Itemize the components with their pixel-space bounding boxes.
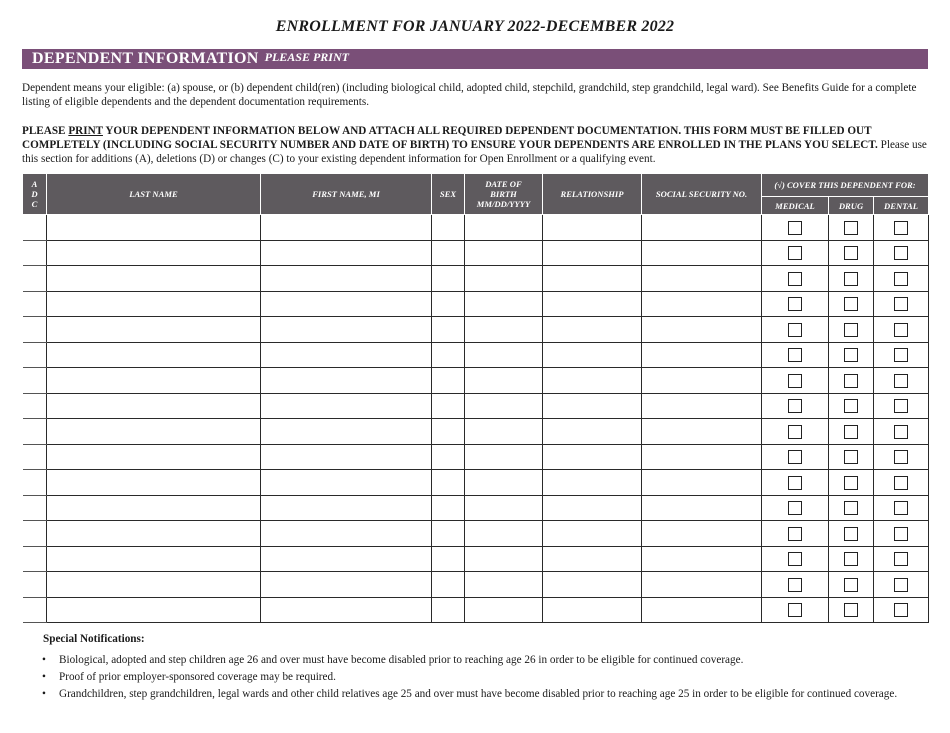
table-row [23, 291, 929, 317]
first-name-cell[interactable] [261, 572, 432, 598]
dob-cell[interactable] [465, 546, 543, 572]
drug-checkbox[interactable] [844, 221, 858, 235]
relationship-cell[interactable] [543, 342, 642, 368]
adc-cell[interactable] [23, 240, 47, 266]
adc-cell[interactable] [23, 317, 47, 343]
dependent-table [22, 173, 929, 623]
sex-cell[interactable] [432, 317, 465, 343]
dob-cell[interactable] [465, 240, 543, 266]
first-name-cell[interactable] [261, 317, 432, 343]
first-name-cell[interactable] [261, 521, 432, 547]
last-name-cell[interactable] [47, 444, 261, 470]
dental-checkbox[interactable] [894, 476, 908, 490]
medical-checkbox[interactable] [788, 246, 802, 260]
dental-checkbox[interactable] [894, 348, 908, 362]
adc-cell[interactable] [23, 266, 47, 292]
drug-cell [829, 495, 874, 521]
medical-cell [762, 444, 829, 470]
drug-checkbox[interactable] [844, 399, 858, 413]
drug-checkbox[interactable] [844, 374, 858, 388]
adc-cell[interactable] [23, 495, 47, 521]
drug-cell [829, 291, 874, 317]
adc-cell[interactable] [23, 597, 47, 623]
medical-checkbox[interactable] [788, 450, 802, 464]
dental-cell [874, 317, 929, 343]
first-name-cell[interactable] [261, 266, 432, 292]
medical-checkbox[interactable] [788, 578, 802, 592]
drug-checkbox[interactable] [844, 552, 858, 566]
relationship-cell[interactable] [543, 215, 642, 241]
ssn-header: SOCIAL SECURITY NO. [642, 174, 762, 215]
dob-cell[interactable] [465, 444, 543, 470]
dental-cell [874, 470, 929, 496]
drug-checkbox[interactable] [844, 323, 858, 337]
first-name-cell[interactable] [261, 215, 432, 241]
medical-checkbox[interactable] [788, 297, 802, 311]
instructions-part1: PLEASE [22, 125, 69, 137]
medical-checkbox[interactable] [788, 323, 802, 337]
dob-line1: DATE OF [485, 179, 522, 189]
dob-header [465, 174, 543, 215]
table-row [23, 470, 929, 496]
table-row [23, 393, 929, 419]
adc-cell[interactable] [23, 342, 47, 368]
dental-cell [874, 291, 929, 317]
adc-cell[interactable] [23, 521, 47, 547]
dental-cell [874, 546, 929, 572]
medical-checkbox[interactable] [788, 348, 802, 362]
ssn-cell[interactable] [642, 419, 762, 445]
dob-cell[interactable] [465, 368, 543, 394]
dob-cell[interactable] [465, 495, 543, 521]
last-name-cell[interactable] [47, 240, 261, 266]
drug-checkbox[interactable] [844, 450, 858, 464]
dob-cell[interactable] [465, 393, 543, 419]
dob-cell[interactable] [465, 419, 543, 445]
relationship-cell[interactable] [543, 393, 642, 419]
ssn-cell[interactable] [642, 215, 762, 241]
adc-cell[interactable] [23, 291, 47, 317]
relationship-cell[interactable] [543, 317, 642, 343]
medical-cell [762, 291, 829, 317]
section-subtitle: PLEASE PRINT [264, 50, 349, 64]
medical-checkbox[interactable] [788, 476, 802, 490]
first-name-cell[interactable] [261, 597, 432, 623]
dob-cell[interactable] [465, 317, 543, 343]
dependent-definition: Dependent means your eligible: (a) spouse, or (b) dependent child(ren) (including biological child, adopted child, stepchild, grandchild, step grandchild, legal ward). See Benefits Guide for a complete listing of eligible dependents and the dependent documentation requirements. [22, 82, 917, 108]
dob-cell[interactable] [465, 291, 543, 317]
table-row [23, 546, 929, 572]
drug-checkbox[interactable] [844, 246, 858, 260]
medical-checkbox[interactable] [788, 272, 802, 286]
last-name-cell[interactable] [47, 495, 261, 521]
sex-cell[interactable] [432, 240, 465, 266]
first-name-cell[interactable] [261, 240, 432, 266]
dependent-rows [23, 215, 929, 623]
adc-cell[interactable] [23, 419, 47, 445]
adc-cell[interactable] [23, 368, 47, 394]
relationship-cell[interactable] [543, 572, 642, 598]
sex-header: SEX [432, 174, 465, 215]
drug-cell [829, 215, 874, 241]
medical-cell [762, 572, 829, 598]
drug-checkbox[interactable] [844, 603, 858, 617]
dob-cell[interactable] [465, 470, 543, 496]
ssn-cell[interactable] [642, 291, 762, 317]
sex-cell[interactable] [432, 546, 465, 572]
dental-cell [874, 521, 929, 547]
ssn-cell[interactable] [642, 393, 762, 419]
ssn-cell[interactable] [642, 317, 762, 343]
medical-cell [762, 495, 829, 521]
instructions-part3: YOUR DEPENDENT INFORMATION BELOW AND ATTACH ALL REQUIRED DEPENDENT DOCUMENTATION. THIS FORM MUST BE FILLED OUT COMPLETELY (INCLUDING SOCIAL SECURITY NUMBER AND DATE OF BIRTH) TO ENSURE YOUR DEPENDENTS ARE ENROLLED IN THE PLANS YOU SELECT. [22, 125, 878, 151]
notification-item: • Grandchildren, step grandchildren, legal wards and other child relatives age 25 and over must have become disabled prior to reaching age 25 in order to be eligible for continued coverage. [59, 687, 928, 701]
table-row [23, 317, 929, 343]
medical-cell [762, 597, 829, 623]
dental-header: DENTAL [874, 197, 929, 215]
coverage-header: (√) COVER THIS DEPENDENT FOR: [762, 174, 929, 197]
sex-cell[interactable] [432, 521, 465, 547]
medical-checkbox[interactable] [788, 425, 802, 439]
instructions [22, 124, 928, 166]
ssn-cell[interactable] [642, 368, 762, 394]
dental-cell [874, 368, 929, 394]
table-row [23, 266, 929, 292]
drug-checkbox[interactable] [844, 425, 858, 439]
dental-cell [874, 572, 929, 598]
table-row [23, 240, 929, 266]
ssn-cell[interactable] [642, 546, 762, 572]
relationship-cell[interactable] [543, 240, 642, 266]
instructions-part4: Please use this section for additions (A), deletions (D) or changes (C) to your existing dependent information for Open Enrollment or a qualifying event. [22, 139, 927, 165]
notifications-heading: Special Notifications: [43, 633, 145, 645]
relationship-cell[interactable] [543, 495, 642, 521]
table-row [23, 444, 929, 470]
notifications-list [22, 653, 928, 701]
instructions-print: PRINT [68, 125, 103, 137]
first-name-cell[interactable] [261, 393, 432, 419]
sex-cell[interactable] [432, 291, 465, 317]
adc-cell[interactable] [23, 470, 47, 496]
table-row [23, 215, 929, 241]
adc-c-label: C [31, 199, 38, 209]
dental-cell [874, 266, 929, 292]
table-row [23, 495, 929, 521]
last-name-cell[interactable] [47, 266, 261, 292]
ssn-cell[interactable] [642, 444, 762, 470]
first-name-cell[interactable] [261, 342, 432, 368]
first-name-header: FIRST NAME, MI [261, 174, 432, 215]
dental-cell [874, 597, 929, 623]
drug-checkbox[interactable] [844, 348, 858, 362]
table-row [23, 368, 929, 394]
adc-cell[interactable] [23, 572, 47, 598]
relationship-cell[interactable] [543, 470, 642, 496]
last-name-cell[interactable] [47, 572, 261, 598]
sex-cell[interactable] [432, 393, 465, 419]
medical-cell [762, 368, 829, 394]
ssn-cell[interactable] [642, 470, 762, 496]
sex-cell[interactable] [432, 419, 465, 445]
medical-cell [762, 521, 829, 547]
first-name-cell[interactable] [261, 470, 432, 496]
table-row [23, 342, 929, 368]
drug-cell [829, 572, 874, 598]
medical-cell [762, 215, 829, 241]
relationship-cell[interactable] [543, 368, 642, 394]
ssn-cell[interactable] [642, 521, 762, 547]
notification-item: • Biological, adopted and step children age 26 and over must have become disabled prior to reaching age 26 in order to be eligible for continued coverage. [59, 653, 928, 667]
relationship-cell[interactable] [543, 291, 642, 317]
drug-cell [829, 521, 874, 547]
sex-cell[interactable] [432, 572, 465, 598]
table-row [23, 521, 929, 547]
first-name-cell[interactable] [261, 444, 432, 470]
sex-cell[interactable] [432, 266, 465, 292]
dob-cell[interactable] [465, 215, 543, 241]
sex-cell[interactable] [432, 368, 465, 394]
dental-checkbox[interactable] [894, 297, 908, 311]
dental-checkbox[interactable] [894, 578, 908, 592]
dental-cell [874, 495, 929, 521]
dental-checkbox[interactable] [894, 323, 908, 337]
medical-header: MEDICAL [762, 197, 829, 215]
dental-checkbox[interactable] [894, 246, 908, 260]
last-name-cell[interactable] [47, 317, 261, 343]
medical-cell [762, 546, 829, 572]
dental-cell [874, 393, 929, 419]
dental-checkbox[interactable] [894, 501, 908, 515]
sex-cell[interactable] [432, 444, 465, 470]
drug-checkbox[interactable] [844, 527, 858, 541]
section-banner [22, 49, 928, 69]
medical-checkbox[interactable] [788, 603, 802, 617]
drug-checkbox[interactable] [844, 476, 858, 490]
last-name-cell[interactable] [47, 419, 261, 445]
dental-cell [874, 444, 929, 470]
adc-header [23, 174, 47, 215]
medical-checkbox[interactable] [788, 399, 802, 413]
medical-cell [762, 342, 829, 368]
adc-cell[interactable] [23, 215, 47, 241]
last-name-cell[interactable] [47, 215, 261, 241]
drug-checkbox[interactable] [844, 297, 858, 311]
drug-cell [829, 368, 874, 394]
dental-checkbox[interactable] [894, 374, 908, 388]
first-name-cell[interactable] [261, 368, 432, 394]
last-name-cell[interactable] [47, 546, 261, 572]
relationship-cell[interactable] [543, 546, 642, 572]
sex-cell[interactable] [432, 470, 465, 496]
medical-cell [762, 240, 829, 266]
dental-cell [874, 419, 929, 445]
drug-cell [829, 597, 874, 623]
drug-cell [829, 419, 874, 445]
dental-cell [874, 215, 929, 241]
medical-checkbox[interactable] [788, 221, 802, 235]
medical-checkbox[interactable] [788, 374, 802, 388]
drug-checkbox[interactable] [844, 272, 858, 286]
drug-checkbox[interactable] [844, 501, 858, 515]
dob-line2: BIRTH [490, 189, 517, 199]
dental-checkbox[interactable] [894, 552, 908, 566]
drug-checkbox[interactable] [844, 578, 858, 592]
dental-checkbox[interactable] [894, 425, 908, 439]
first-name-cell[interactable] [261, 291, 432, 317]
ssn-cell[interactable] [642, 342, 762, 368]
dob-cell[interactable] [465, 266, 543, 292]
drug-cell [829, 393, 874, 419]
ssn-cell[interactable] [642, 495, 762, 521]
medical-cell [762, 266, 829, 292]
dob-line3: MM/DD/YYYY [476, 199, 531, 209]
drug-header: DRUG [829, 197, 874, 215]
relationship-cell[interactable] [543, 444, 642, 470]
special-notifications [22, 632, 928, 704]
medical-cell [762, 317, 829, 343]
section-title: DEPENDENT INFORMATION [32, 50, 259, 67]
dental-checkbox[interactable] [894, 221, 908, 235]
first-name-cell[interactable] [261, 419, 432, 445]
ssn-cell[interactable] [642, 597, 762, 623]
table-row [23, 419, 929, 445]
last-name-cell[interactable] [47, 393, 261, 419]
drug-cell [829, 240, 874, 266]
adc-a-label: A [31, 179, 38, 189]
adc-cell[interactable] [23, 546, 47, 572]
relationship-header: RELATIONSHIP [543, 174, 642, 215]
last-name-cell[interactable] [47, 521, 261, 547]
relationship-cell[interactable] [543, 419, 642, 445]
medical-cell [762, 393, 829, 419]
sex-cell[interactable] [432, 215, 465, 241]
drug-cell [829, 470, 874, 496]
sex-cell[interactable] [432, 597, 465, 623]
medical-checkbox[interactable] [788, 552, 802, 566]
dental-checkbox[interactable] [894, 272, 908, 286]
relationship-cell[interactable] [543, 521, 642, 547]
drug-cell [829, 342, 874, 368]
dental-checkbox[interactable] [894, 450, 908, 464]
drug-cell [829, 546, 874, 572]
medical-checkbox[interactable] [788, 501, 802, 515]
medical-cell [762, 470, 829, 496]
drug-cell [829, 444, 874, 470]
sex-cell[interactable] [432, 342, 465, 368]
last-name-cell[interactable] [47, 291, 261, 317]
drug-cell [829, 266, 874, 292]
ssn-cell[interactable] [642, 572, 762, 598]
dob-cell[interactable] [465, 342, 543, 368]
notification-item: • Proof of prior employer-sponsored coverage may be required. [59, 670, 928, 684]
dental-checkbox[interactable] [894, 399, 908, 413]
sex-cell[interactable] [432, 495, 465, 521]
ssn-cell[interactable] [642, 266, 762, 292]
dental-cell [874, 240, 929, 266]
adc-d-label: D [31, 189, 38, 199]
dob-cell[interactable] [465, 572, 543, 598]
medical-checkbox[interactable] [788, 527, 802, 541]
last-name-cell[interactable] [47, 597, 261, 623]
adc-cell[interactable] [23, 444, 47, 470]
table-row [23, 597, 929, 623]
last-name-header: LAST NAME [47, 174, 261, 215]
dob-cell[interactable] [465, 597, 543, 623]
medical-cell [762, 419, 829, 445]
drug-cell [829, 317, 874, 343]
adc-cell[interactable] [23, 393, 47, 419]
first-name-cell[interactable] [261, 546, 432, 572]
dental-cell [874, 342, 929, 368]
last-name-cell[interactable] [47, 342, 261, 368]
first-name-cell[interactable] [261, 495, 432, 521]
table-row [23, 572, 929, 598]
dental-checkbox[interactable] [894, 603, 908, 617]
ssn-cell[interactable] [642, 240, 762, 266]
last-name-cell[interactable] [47, 470, 261, 496]
dental-checkbox[interactable] [894, 527, 908, 541]
form-title: ENROLLMENT FOR JANUARY 2022-DECEMBER 2022 [275, 18, 675, 35]
dob-cell[interactable] [465, 521, 543, 547]
relationship-cell[interactable] [543, 266, 642, 292]
last-name-cell[interactable] [47, 368, 261, 394]
relationship-cell[interactable] [543, 597, 642, 623]
